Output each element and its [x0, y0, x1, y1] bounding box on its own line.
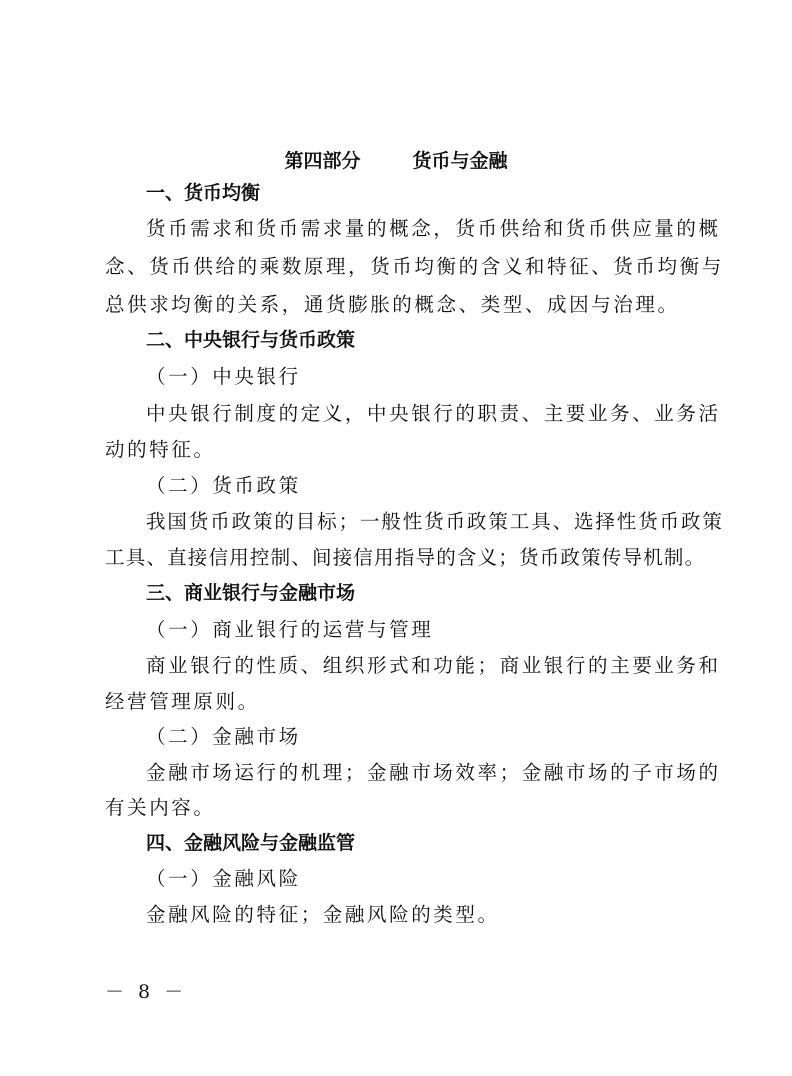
section-heading-3: 三、商业银行与金融市场	[146, 582, 356, 604]
body-line: 中央银行制度的定义，中央银行的职责、主要业务、业务活	[146, 402, 721, 425]
body-line: 有关内容。	[105, 796, 216, 819]
body-line: 工具、直接信用控制、间接信用指导的含义；货币政策传导机制。	[105, 546, 706, 569]
subsection-heading: （一）金融风险	[146, 867, 301, 890]
part-name: 货币与金融	[412, 150, 508, 172]
subsection-heading: （二）金融市场	[146, 725, 301, 748]
body-line: 总供求均衡的关系，通货膨胀的概念、类型、成因与治理。	[105, 293, 680, 316]
body-line: 动的特征。	[105, 438, 216, 461]
body-line: 金融市场运行的机理；金融市场效率；金融市场的子市场的	[146, 761, 721, 784]
part-title	[0, 146, 792, 173]
section-heading-2: 二、中央银行与货币政策	[146, 329, 356, 351]
body-line: 商业银行的性质、组织形式和功能；商业银行的主要业务和	[146, 654, 721, 677]
page-number: － 8 －	[105, 981, 188, 1003]
body-line: 我国货币政策的目标；一般性货币政策工具、选择性货币政策	[146, 510, 724, 533]
section-heading-1: 一、货币均衡	[146, 182, 261, 204]
section-heading-4: 四、金融风险与金融监管	[146, 832, 356, 854]
body-line: 经营管理原则。	[105, 690, 260, 713]
body-line: 金融风险的特征；金融风险的类型。	[146, 903, 500, 926]
subsection-heading: （一）中央银行	[146, 365, 301, 388]
subsection-heading: （一）商业银行的运营与管理	[146, 618, 434, 641]
part-number: 第四部分	[284, 150, 361, 172]
subsection-heading: （二）货币政策	[146, 474, 301, 497]
body-line: 货币需求和货币需求量的概念，货币供给和货币供应量的概	[146, 217, 721, 240]
body-line: 念、货币供给的乘数原理，货币均衡的含义和特征、货币均衡与	[105, 255, 724, 278]
